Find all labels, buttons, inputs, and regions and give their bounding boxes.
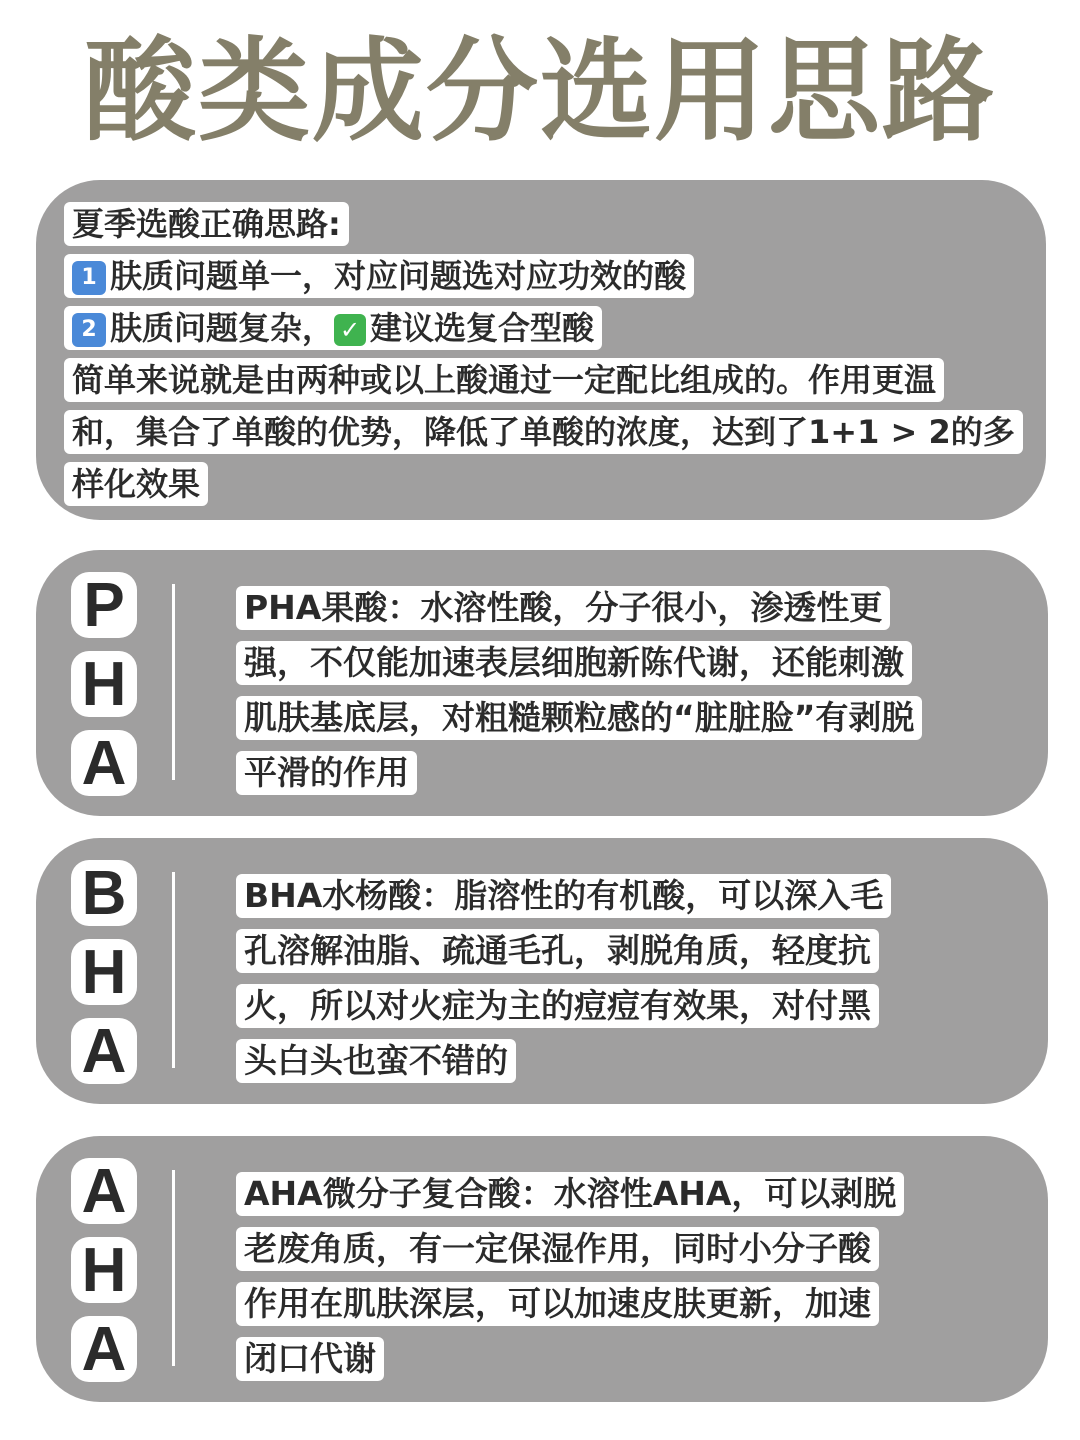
desc-line: 孔溶解油脂、疏通毛孔，剥脱角质，轻度抗 [236, 929, 879, 973]
desc-line: 作用在肌肤深层，可以加速皮肤更新，加速 [236, 1282, 879, 1326]
letter-badge: B [71, 860, 137, 926]
letter-badge: H [71, 1237, 137, 1303]
desc-line: 老废角质，有一定保湿作用，同时小分子酸 [236, 1227, 879, 1271]
pha-description [236, 586, 1016, 806]
desc-line: 闭口代谢 [236, 1337, 384, 1381]
keycap-2-icon: 2 [72, 313, 106, 347]
intro-line: 和，集合了单酸的优势，降低了单酸的浓度，达到了1+1 > 2的多 [64, 410, 1023, 454]
bha-letters [62, 860, 146, 1097]
intro-line: 样化效果 [64, 462, 208, 506]
intro-item-2-prefix: 肤质问题复杂， [110, 309, 335, 347]
desc-line: PHA果酸：水溶性酸，分子很小，渗透性更 [236, 586, 890, 630]
letter-badge: P [71, 572, 137, 638]
letter-badge: A [71, 730, 137, 796]
aha-letters [62, 1158, 146, 1395]
check-mark-icon: ✓ [334, 314, 366, 346]
keycap-1-icon: 1 [72, 261, 106, 295]
bha-card [36, 838, 1048, 1104]
letter-badge: H [71, 651, 137, 717]
desc-line: 火，所以对火症为主的痘痘有效果，对付黑 [236, 984, 879, 1028]
letter-badge: A [71, 1316, 137, 1382]
pha-letters [62, 572, 146, 809]
divider [172, 1170, 175, 1366]
letter-badge: H [71, 939, 137, 1005]
intro-item-2-text: 建议选复合型酸 [370, 309, 595, 347]
desc-line: 平滑的作用 [236, 751, 417, 795]
page-title: 酸类成分选用思路 [84, 27, 996, 157]
bha-description [236, 874, 1016, 1094]
intro-item-2 [64, 306, 602, 350]
desc-line: AHA微分子复合酸：水溶性AHA，可以剥脱 [236, 1172, 904, 1216]
divider [172, 872, 175, 1068]
desc-line: 肌肤基底层，对粗糙颗粒感的“脏脏脸”有剥脱 [236, 696, 922, 740]
desc-line: 头白头也蛮不错的 [236, 1039, 516, 1083]
divider [172, 584, 175, 780]
aha-card [36, 1136, 1048, 1402]
intro-heading: 夏季选酸正确思路: [64, 202, 349, 246]
letter-badge: A [71, 1018, 137, 1084]
aha-description [236, 1172, 1016, 1392]
letter-badge: A [71, 1158, 137, 1224]
intro-line: 简单来说就是由两种或以上酸通过一定配比组成的。作用更温 [64, 358, 944, 402]
intro-item-1-text: 肤质问题单一，对应问题选对应功效的酸 [110, 257, 687, 295]
intro-item-1 [64, 254, 694, 298]
intro-card [36, 180, 1046, 520]
desc-line: 强，不仅能加速表层细胞新陈代谢，还能刺激 [236, 641, 912, 685]
desc-line: BHA水杨酸：脂溶性的有机酸，可以深入毛 [236, 874, 891, 918]
pha-card [36, 550, 1048, 816]
